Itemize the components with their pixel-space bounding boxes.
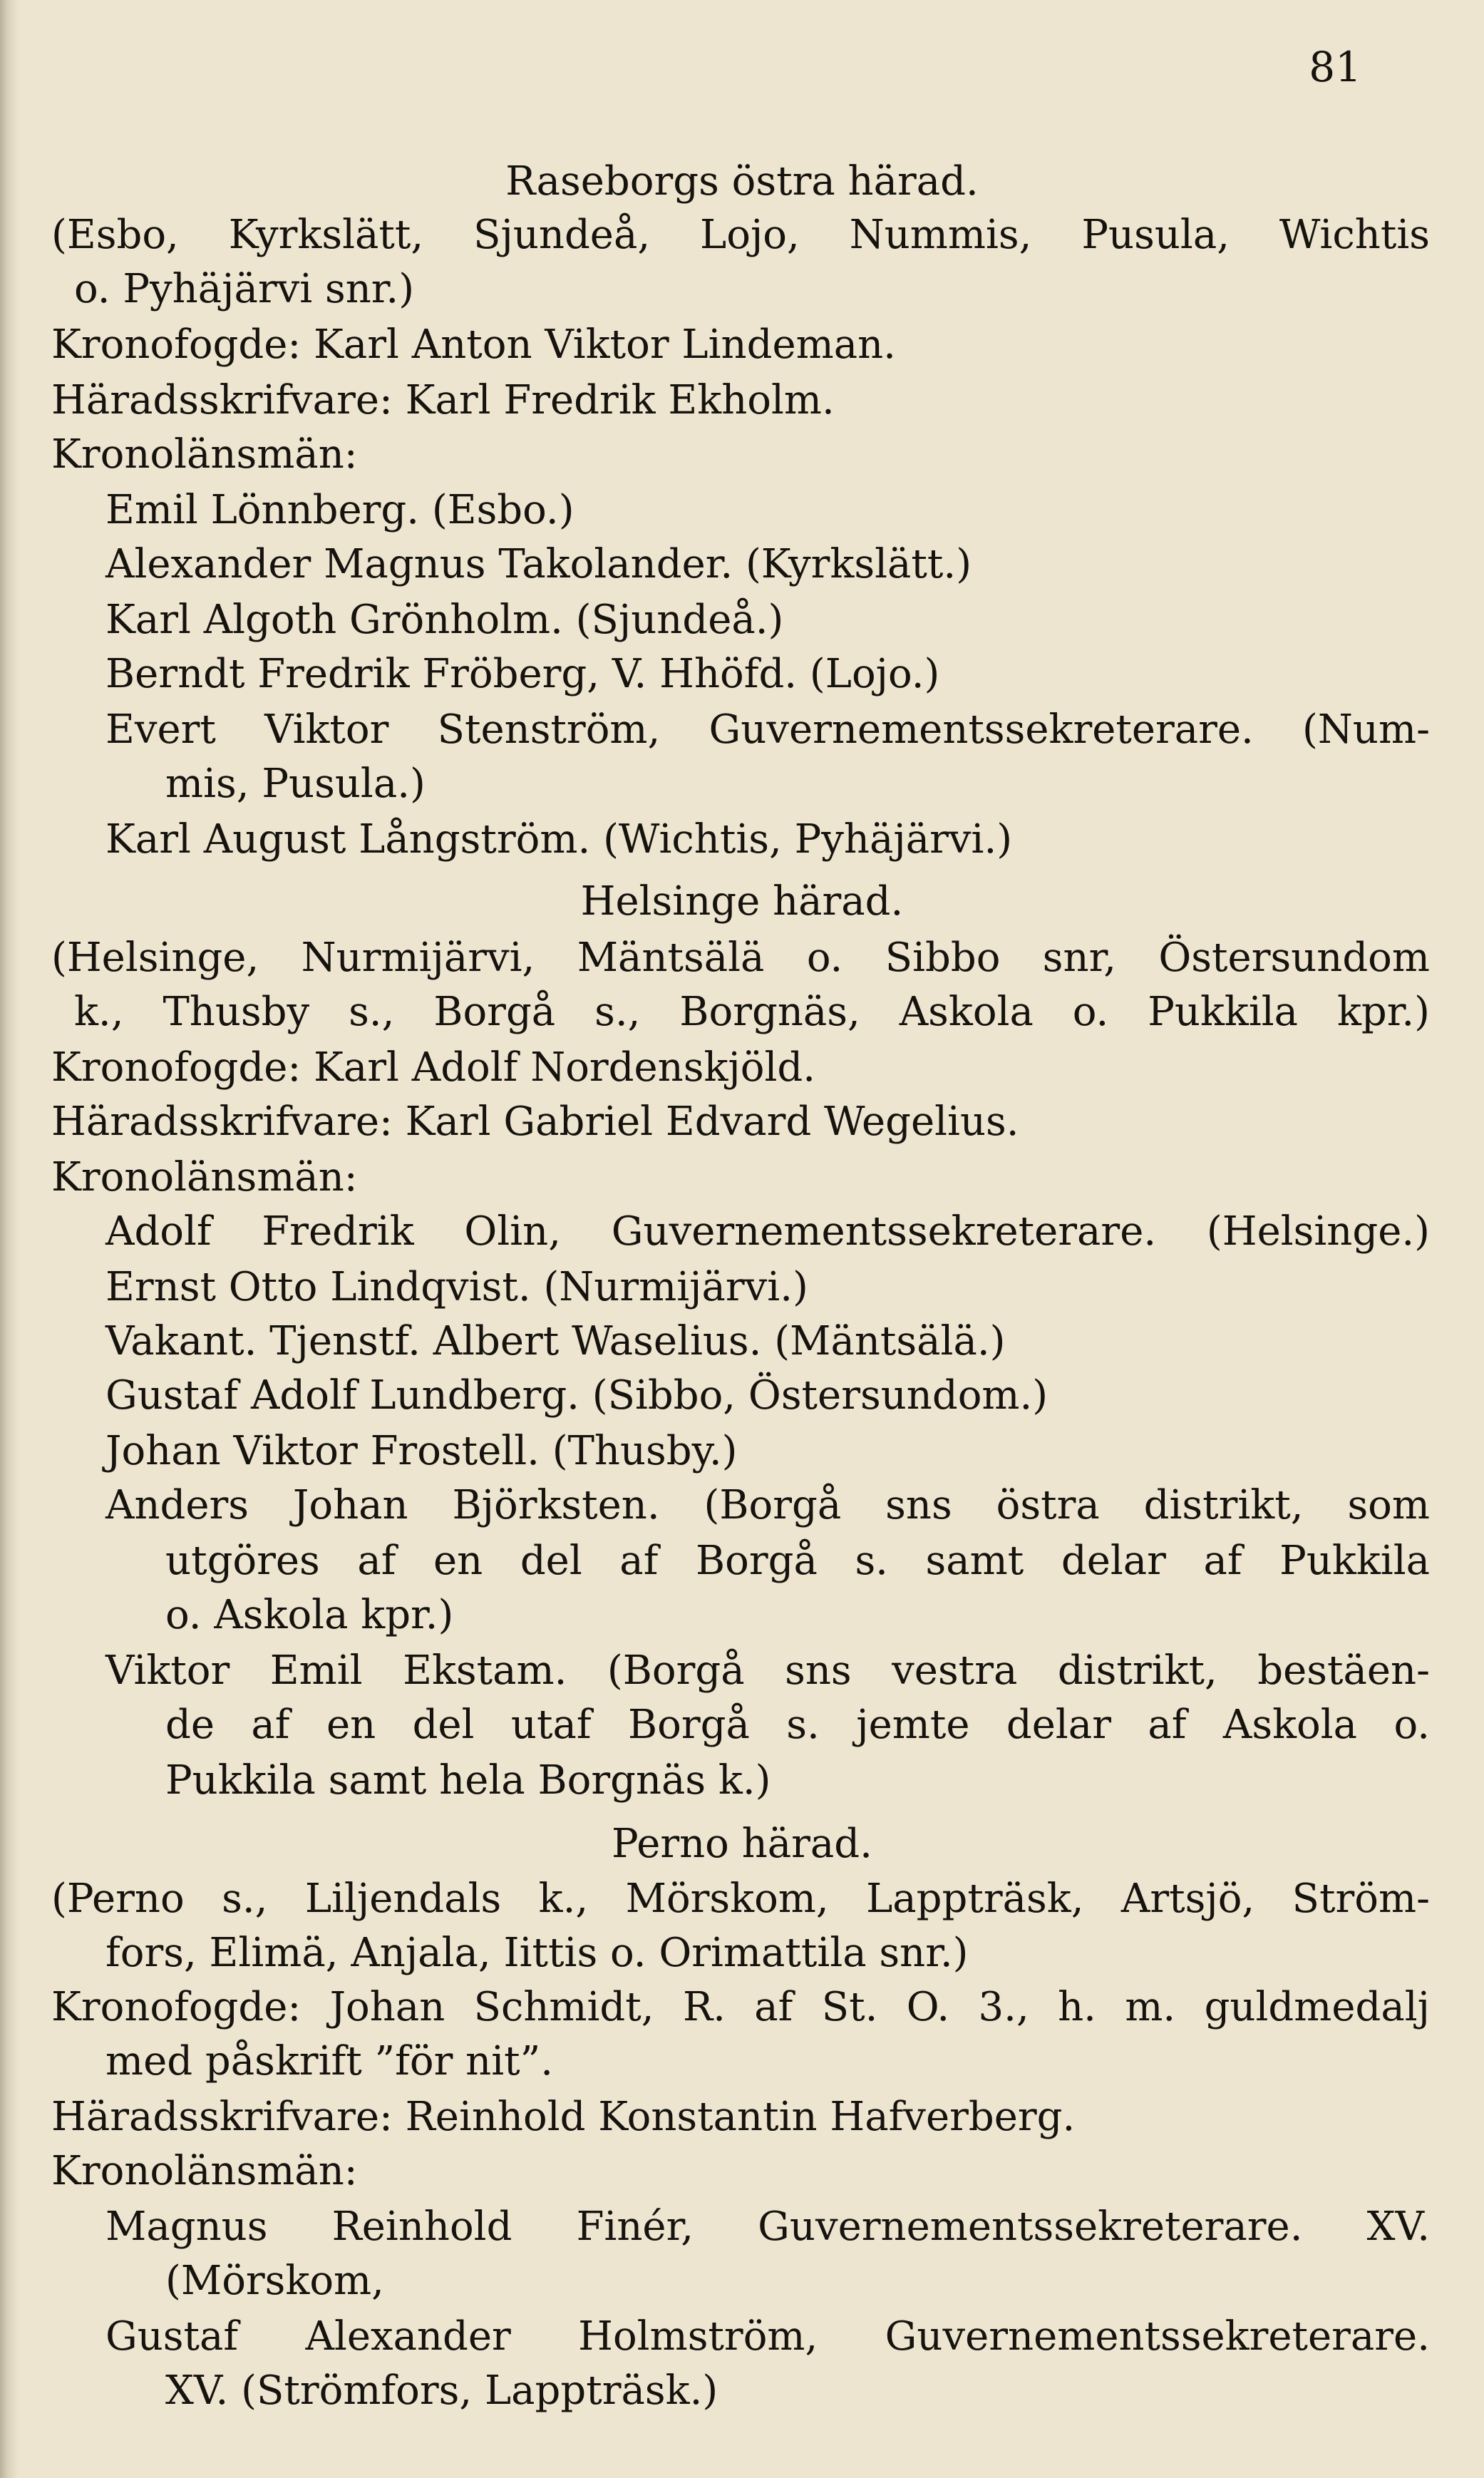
text-line: Häradsskrifvare: Karl Fredrik Ekholm.: [51, 377, 835, 423]
page-edge: [0, 0, 19, 2478]
text-line: med påskrift ”för nit”.: [105, 2038, 554, 2084]
section-heading: Helsinge härad.: [580, 878, 904, 925]
text-line: Anders Johan Björksten. (Borgå sns östra distrikt, som: [105, 1482, 1430, 1528]
text-line: Emil Lönnberg. (Esbo.): [105, 487, 574, 533]
text-line: Ernst Otto Lindqvist. (Nurmijärvi.): [105, 1264, 808, 1310]
text-line: Magnus Reinhold Finér, Guvernementssekreterare. XV.: [105, 2204, 1430, 2250]
text-line: Pukkila samt hela Borgnäs k.): [165, 1757, 771, 1804]
text-line: Vakant. Tjenstf. Albert Waselius. (Mäntsälä.): [105, 1318, 1006, 1364]
text-line: de af en del utaf Borgå s. jemte delar af Askola o.: [165, 1702, 1430, 1748]
section-heading: Perno härad.: [612, 1821, 872, 1867]
text-line: Kronofogde: Karl Adolf Nordenskjöld.: [51, 1044, 816, 1091]
text-line: Berndt Fredrik Fröberg, V. Hhöfd. (Lojo.): [105, 651, 940, 697]
text-line: Evert Viktor Stenström, Guvernementssekreterare. (Num-: [105, 706, 1430, 753]
text-line: Kronolänsmän:: [51, 431, 358, 478]
text-line: k., Thusby s., Borgå s., Borgnäs, Askola o. Pukkila kpr.): [74, 989, 1430, 1035]
text-line: Kronofogde: Karl Anton Viktor Lindeman.: [51, 322, 896, 368]
text-line: Gustaf Alexander Holmström, Guvernementssekreterare.: [105, 2313, 1430, 2360]
text-line: Häradsskrifvare: Karl Gabriel Edvard Wegelius.: [51, 1099, 1019, 1145]
text-line: (Helsinge, Nurmijärvi, Mäntsälä o. Sibbo snr, Östersundom: [51, 935, 1430, 981]
text-line: Karl August Långström. (Wichtis, Pyhäjärvi.): [105, 816, 1013, 863]
text-line: Kronolänsmän:: [51, 2148, 358, 2194]
page-number: 81: [1309, 43, 1361, 91]
text-line: o. Askola kpr.): [165, 1592, 454, 1638]
text-line: Kronofogde: Johan Schmidt, R. af St. O. 3., h. m. guldmedalj: [51, 1984, 1430, 2030]
text-line: (Esbo, Kyrkslätt, Sjundeå, Lojo, Nummis, Pusula, Wichtis: [51, 212, 1430, 258]
text-line: Viktor Emil Ekstam. (Borgå sns vestra distrikt, bestäen-: [105, 1647, 1430, 1694]
text-line: Johan Viktor Frostell. (Thusby.): [105, 1428, 738, 1474]
text-line: utgöres af en del af Borgå s. samt delar af Pukkila: [165, 1538, 1430, 1584]
text-line: (Perno s., Liljendals k., Mörskom, Lappträsk, Artsjö, Ström-: [51, 1876, 1430, 1922]
text-line: Karl Algoth Grönholm. (Sjundeå.): [105, 597, 784, 643]
text-line: Kronolänsmän:: [51, 1154, 358, 1201]
text-line: o. Pyhäjärvi snr.): [74, 266, 415, 312]
section-heading: Raseborgs östra härad.: [505, 158, 979, 205]
text-line: Adolf Fredrik Olin, Guvernementssekreterare. (Helsinge.): [105, 1208, 1430, 1255]
text-line: fors, Elimä, Anjala, Iittis o. Orimattila snr.): [105, 1930, 969, 1976]
text-line: (Mörskom,: [165, 2258, 384, 2304]
text-line: Gustaf Adolf Lundberg. (Sibbo, Östersundom.): [105, 1372, 1048, 1419]
text-line: XV. (Strömfors, Lappträsk.): [165, 2368, 718, 2414]
text-line: mis, Pusula.): [165, 761, 426, 807]
text-line: Alexander Magnus Takolander. (Kyrkslätt.): [105, 541, 972, 587]
text-line: Häradsskrifvare: Reinhold Konstantin Hafverberg.: [51, 2094, 1076, 2140]
